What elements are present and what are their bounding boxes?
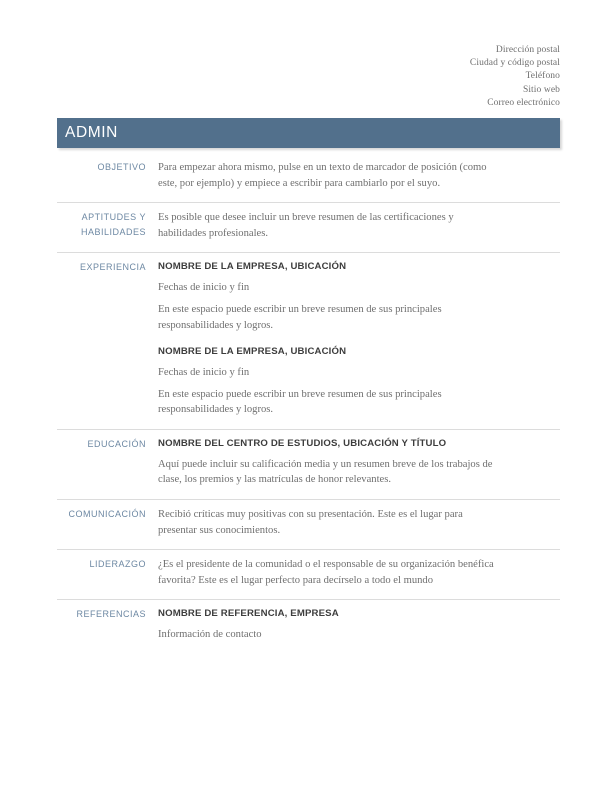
section-liderazgo [57,550,560,600]
entry-text: Información de contacto [158,629,262,641]
entry-heading: NOMBRE DE LA EMPRESA, UBICACIÓN [158,345,347,357]
section-body-liderazgo [158,557,560,588]
section-body-objetivo [158,160,560,191]
section-label-liderazgo: LIDERAZGO [89,559,146,570]
entry [158,345,560,418]
entry [158,437,560,488]
section-body-aptitudes-habilidades [158,210,560,241]
section-label-line-1: APTITUDES Y [81,212,146,223]
section-label-comunicacion: COMUNICACIÓN [68,508,146,519]
section-label-referencias: REFERENCIAS [76,609,146,620]
entry-text: Aquí puede incluir su calificación media y un resumen breve de los trabajos de clase, los premios y las matrículas de honor relevantes. [158,458,493,486]
entry [158,557,560,588]
section-label-line-2: HABILIDADES [80,226,146,237]
entry-text: En este espacio puede escribir un breve resumen de sus principales responsabilidades y logros. [158,304,442,331]
entry-subheading: Fechas de inicio y fin [158,366,250,378]
entry-text: Es posible que desee incluir un breve resumen de las certificaciones y habilidades profesionales. [158,212,454,239]
section-label-aptitudes-habilidades [57,210,158,239]
section-label-experiencia: EXPERIENCIA [79,262,146,273]
section-objetivo [57,153,560,203]
contact-line-email: Correo electrónico [487,97,560,108]
section-aptitudes-habilidades [57,203,560,253]
entry [158,210,560,241]
name-title-bar [57,118,560,148]
section-body-referencias [158,607,560,643]
entry [158,507,560,538]
section-referencias [57,600,560,654]
entry-heading: NOMBRE DE REFERENCIA, EMPRESA [158,608,339,620]
entry [158,607,560,643]
entry-heading: NOMBRE DEL CENTRO DE ESTUDIOS, UBICACIÓN Y TÍTULO [158,437,447,449]
section-body-educacion [158,437,560,488]
contact-line-city-zip: Ciudad y código postal [469,58,560,69]
entry-heading: NOMBRE DE LA EMPRESA, UBICACIÓN [158,261,347,273]
section-comunicacion [57,500,560,550]
contact-line-website: Sitio web [522,84,560,95]
section-body-comunicacion [158,507,560,538]
section-label-objetivo: OBJETIVO [97,162,146,172]
entry-text: Para empezar ahora mismo, pulse en un texto de marcador de posición (como este, por ejemplo) y empiece a escribir para cambiarlo por el suyo. [158,162,487,189]
section-label-educacion: EDUCACIÓN [87,438,146,449]
entry-subheading: Fechas de inicio y fin [158,282,250,294]
entry-text: ¿Es el presidente de la comunidad o el responsable de su organización benéfica favorita? Este es el lugar perfecto para decírselo a todo el mundo [158,559,494,586]
section-educacion [57,430,560,500]
section-experiencia [57,253,560,429]
contact-line-phone: Teléfono [525,71,560,82]
page-title: ADMIN [65,124,118,141]
entry-text: En este espacio puede escribir un breve resumen de sus principales responsabilidades y logros. [158,388,442,416]
contact-block [57,44,560,110]
section-body-experiencia [158,260,560,417]
entry [158,260,560,333]
entry [158,160,560,191]
sections-container [57,153,560,654]
contact-line-address: Dirección postal [495,45,560,55]
entry-text: Recibió críticas muy positivas con su presentación. Este es el lugar para presentar sus conocimientos. [158,508,463,536]
